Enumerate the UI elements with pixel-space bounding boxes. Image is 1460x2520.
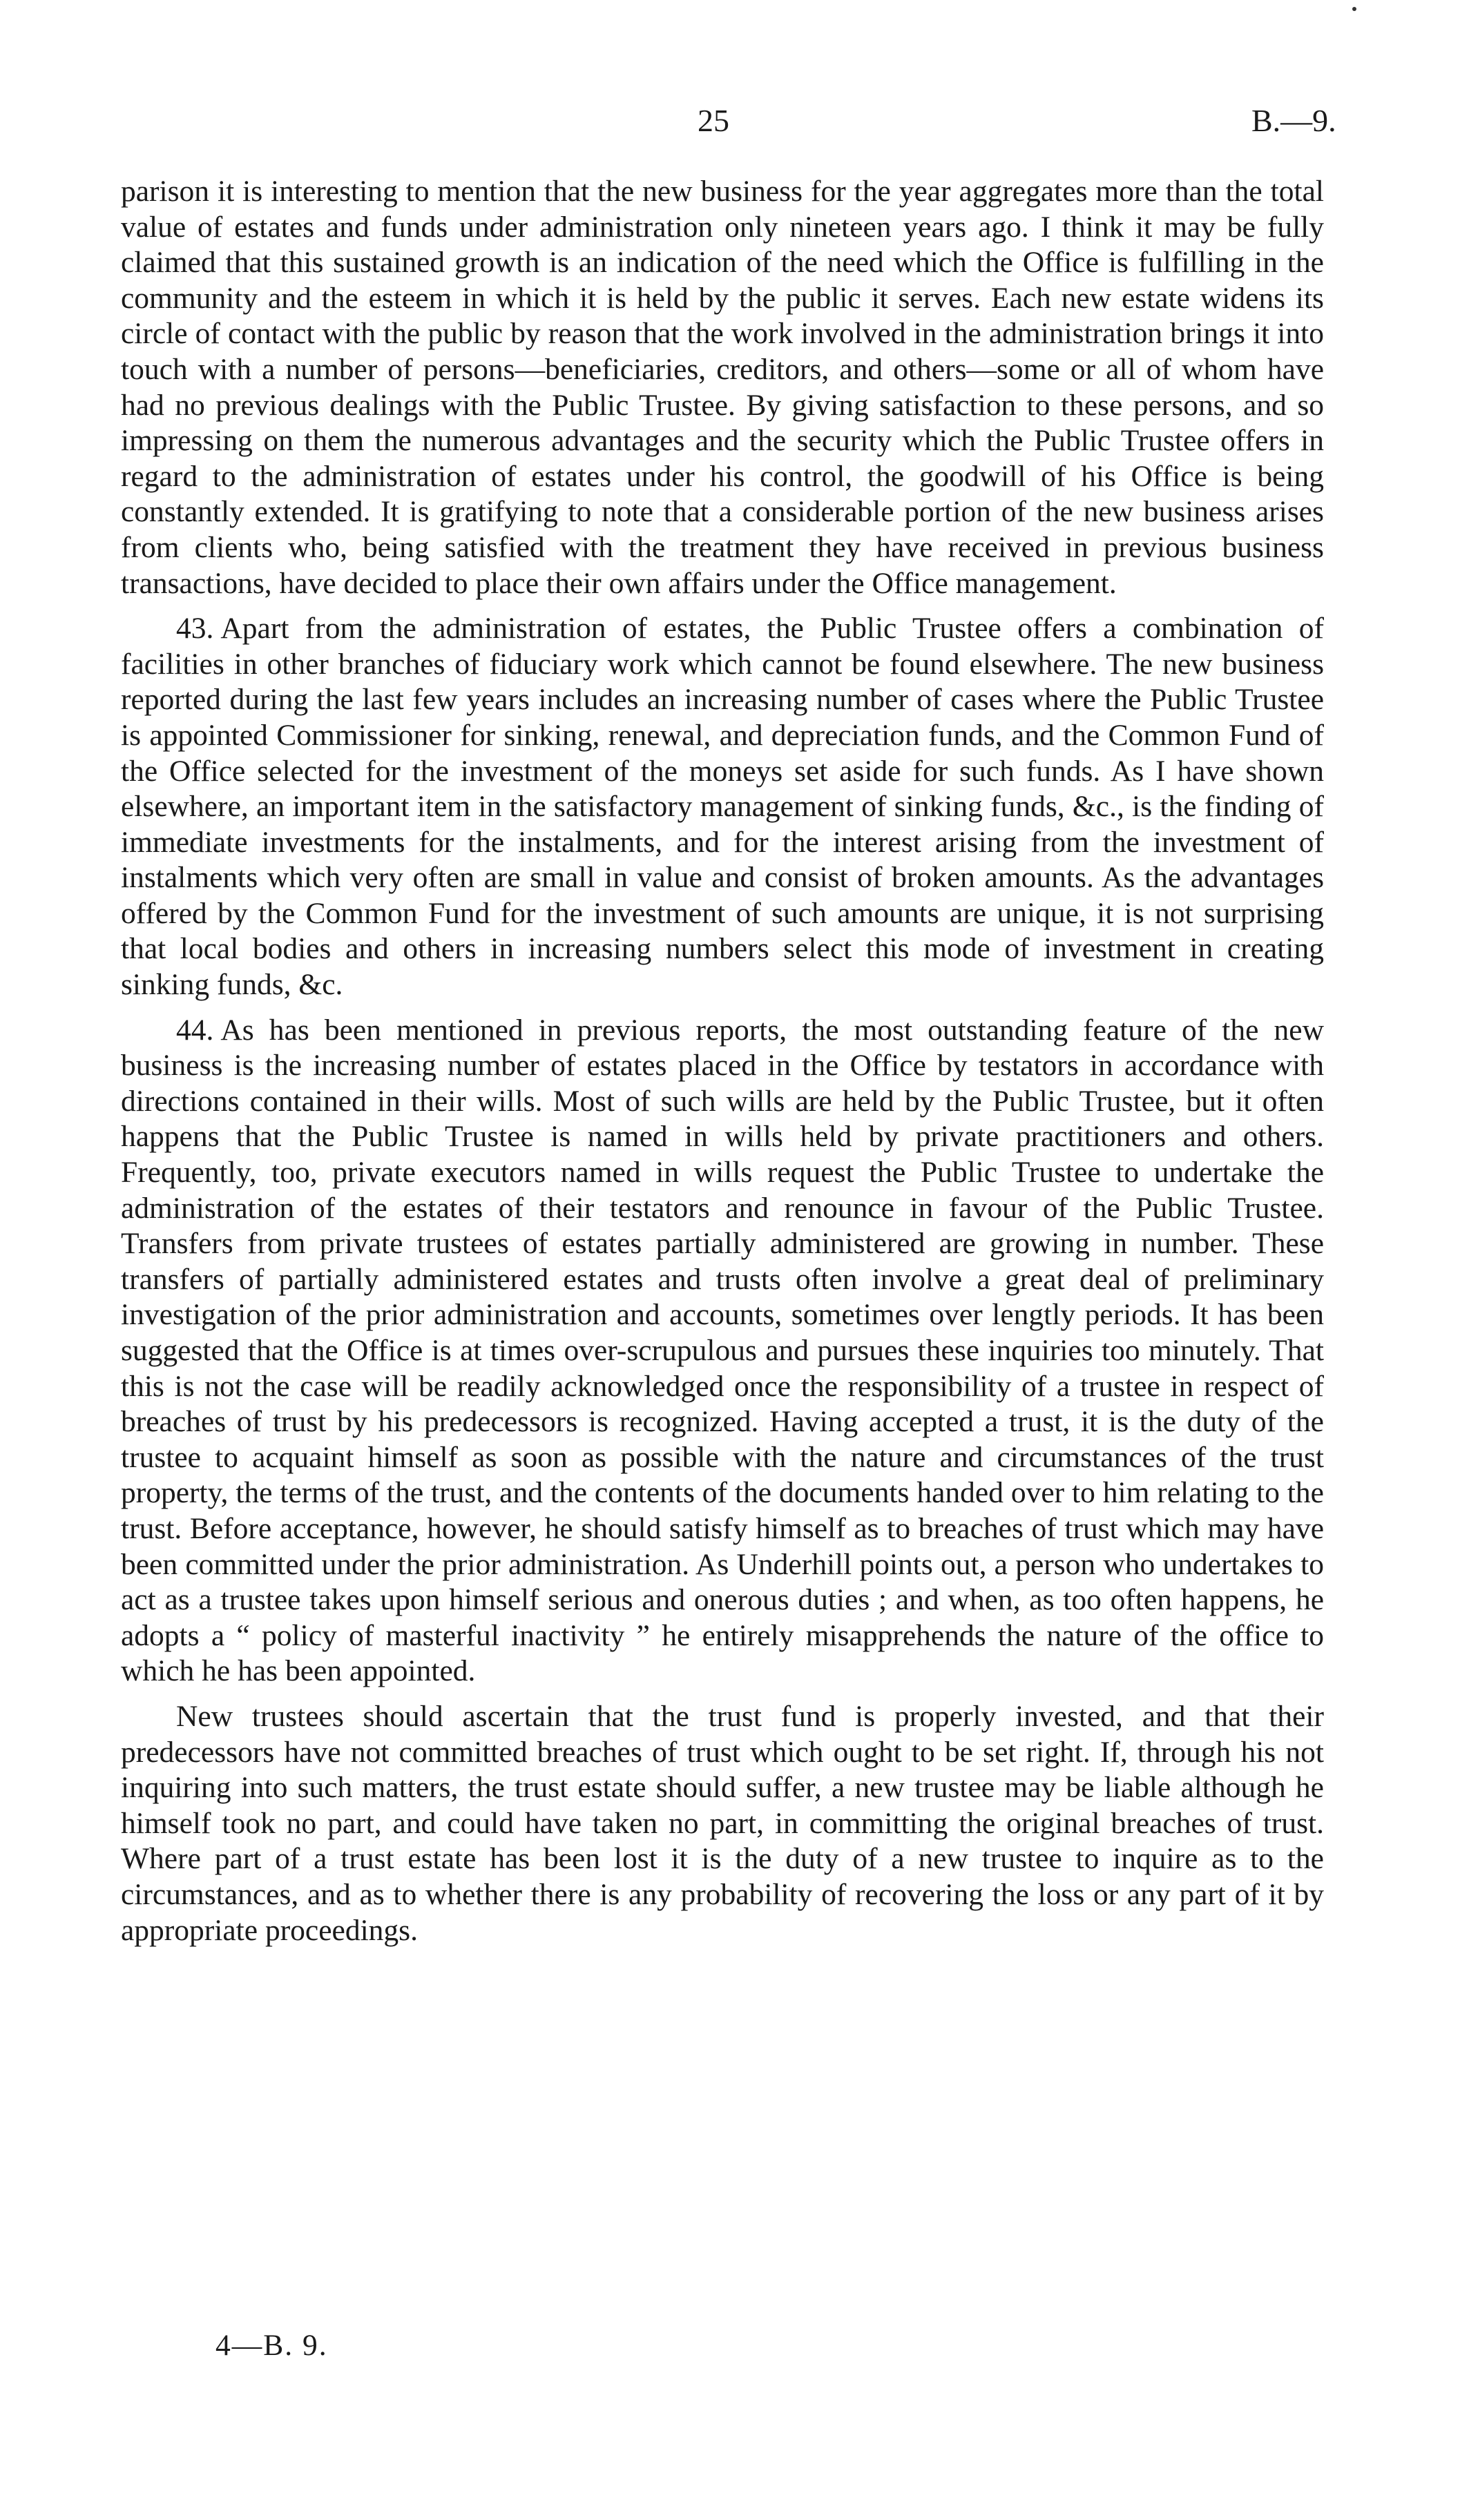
page-number: 25: [698, 103, 729, 138]
paragraph-text: New trustees should ascertain that the trust fund is properly invested, and that their predecessors have not committed breaches of trust which ought to be set right. If, through his not inquiring into such matters, the trust estate should suffer, a new trustee may be liable although he himself took no part, and could have taken no part, in committing the original breaches of trust. Where part of a trust estate has been lost it is the duty of a new trustee to inquire as to the circumstances, and as to whether there is any probability of recovering the loss or any part of it by appropriate proceedings.: [121, 1699, 1324, 1947]
paragraph-43: [121, 611, 1324, 1003]
paragraph-text: parison it is interesting to mention that the new business for the year aggregates more than the total value of estates and funds under administration only nineteen years ago. I think it may be fully claimed that this sustained growth is an indication of the need which the Office is fulfilling in the community and the esteem in which it is held by the public it serves. Each new estate widens its circle of contact with the public by reason that the work involved in the administration brings it into touch with a number of persons—beneficiaries, creditors, and others—some or all of whom have had no previous dealings with the Public Trustee. By giving satisfaction to these persons, and so impressing on them the numerous advantages and the security which the Public Trustee offers in regard to the administration of estates under his control, the goodwill of his Office is being constantly extended. It is gratifying to note that a considerable portion of the new business arises from clients who, being satisfied with the treatment they have received in previous business transactions, have decided to place their own affairs under the Office management.: [121, 175, 1324, 600]
paragraph-44: [121, 1013, 1324, 1689]
paragraph-number: 43.: [176, 612, 214, 646]
paragraph-number: 44.: [176, 1013, 214, 1047]
speck-mark: [1352, 7, 1356, 11]
paragraph-text: Apart from the administration of estates, the Public Trustee offers a combination of facilities in other branches of fiduciary work which cannot be found elsewhere. The new business reported during the last few years includes an increasing number of cases where the Public Trustee is appointed Commissioner for sinking, renewal, and depreciation funds, and the Common Fund of the Office selected for the investment of the moneys set aside for such funds. As I have shown elsewhere, an important item in the satisfactory management of sinking funds, &c., is the finding of immediate investments for the instalments, and for the interest arising from the investment of instalments which very often are small in value and consist of broken amounts. As the advantages offered by the Common Fund for the investment of such amounts are unique, it is not surprising that local bodies and others in increasing numbers select this mode of investment in creating sinking funds, &c.: [121, 612, 1324, 1002]
document-reference: B.—9.: [1251, 103, 1336, 138]
body-text: [121, 174, 1324, 1948]
paragraph-continuation: [121, 174, 1324, 601]
signature-mark: 4—B. 9.: [215, 2329, 328, 2362]
paragraph-text: As has been mentioned in previous reports, the most outstanding feature of the new business is the increasing number of estates placed in the Office by testators in accordance with directions contained in their wills. Most of such wills are held by the Public Trustee, but it often happens that the Public Trustee is named in wills held by private practitioners and others. Frequently, too, private executors named in wills request the Public Trustee to undertake the administration of the estates of their testators and renounce in favour of the Public Trustee. Transfers from private trustees of estates partially administered are growing in number. These transfers of partially administered estates and trusts often involve a great deal of preliminary investigation of the prior administration and accounts, sometimes over lengtly periods. It has been suggested that the Office is at times over-scrupulous and pursues these inquiries too minutely. That this is not the case will be readily acknowledged once the responsibility of a trustee in respect of breaches of trust by his predecessors is recognized. Having accepted a trust, it is the duty of the trustee to acquaint himself as soon as possible with the nature and circumstances of the trust property, the terms of the trust, and the contents of the documents handed over to him relating to the trust. Before acceptance, however, he should satisfy himself as to breaches of trust which may have been committed under the prior administration. As Underhill points out, a person who undertakes to act as a trustee takes upon himself serious and onerous duties ; and when, as too often happens, he adopts a “ policy of masterful inactivity ” he entirely misapprehends the nature of the office to which he has been appointed.: [121, 1013, 1324, 1688]
paragraph-new-trustees: [121, 1699, 1324, 1948]
